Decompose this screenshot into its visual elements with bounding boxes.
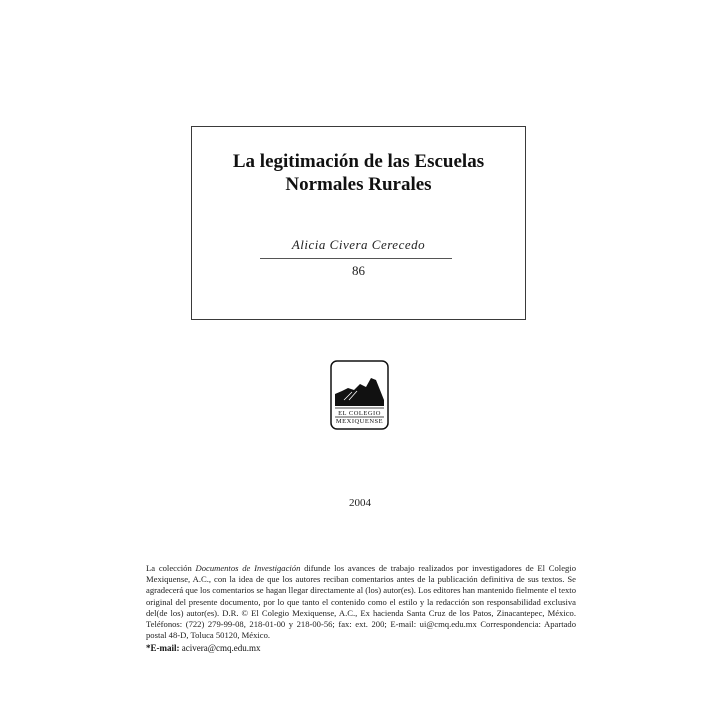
author-email <box>146 643 261 653</box>
series-name: Documentos de Investigación <box>195 563 301 573</box>
colophon-text-start: La colección <box>146 563 196 573</box>
colophon-paragraph <box>146 563 576 641</box>
author-name: Alicia Civera Cerecedo <box>291 237 426 252</box>
title-line-2: Normales Rurales <box>285 174 432 195</box>
cover-title-box <box>191 126 526 320</box>
email-address[interactable]: acivera@cmq.edu.mx <box>181 643 261 653</box>
series-number: 86 <box>352 263 365 278</box>
svg-text:EL COLEGIO: EL COLEGIO <box>338 410 381 417</box>
divider-rule <box>260 258 452 259</box>
title-line-1: La legitimación de las Escuelas <box>232 151 485 172</box>
publication-year: 2004 <box>349 497 371 509</box>
colophon-text-rest: difunde los avances de trabajo realizados por investigadores de El Colegio Mexiquense, A.C., con la idea de que los autores reciban comentarios antes de la publicación definitiva de sus textos. Se agradecerá que los comentarios se hagan llegar directamente al (los) autor(es). Los editores han mantenido fielmente el texto original del presente documento, por lo que tanto el contenido como el estilo y la redacción son responsabilidad exclusiva del(de los) autor(es). D.R. © El Colegio Mexiquense, A.C., Ex hacienda Santa Cruz de los Patos, Zinacantepec, México. Teléfonos: (722) 279-99-08, 218-01-00 y 218-00-56; fax: ext. 200; E-mail: ui@cmq.edu.mx Correspondencia: Apartado postal 48-D, Toluca 50120, México. <box>146 563 576 641</box>
document-title <box>192 150 525 196</box>
email-label: *E-mail: <box>146 643 180 653</box>
svg-text:MEXIQUENSE: MEXIQUENSE <box>335 418 384 425</box>
mountain-logo-icon <box>330 360 389 430</box>
